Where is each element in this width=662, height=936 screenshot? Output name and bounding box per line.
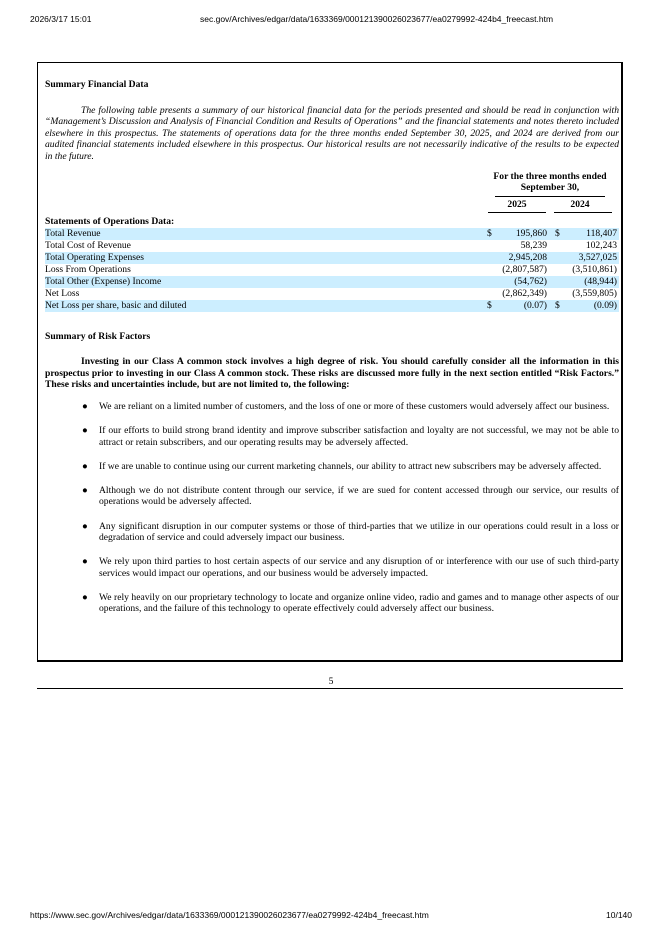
- year1-underline: [488, 212, 546, 213]
- bullet-icon: ●: [82, 484, 88, 496]
- list-item: [45, 461, 619, 473]
- list-item: [45, 425, 619, 448]
- statement-title: Statements of Operations Data:: [45, 215, 175, 227]
- bullet-icon: ●: [82, 520, 88, 532]
- bullet-icon: ●: [82, 591, 88, 603]
- footer-url: https://www.sec.gov/Archives/edgar/data/1633369/000121390026023677/ea0279992-424b4_freecast.htm: [30, 910, 429, 920]
- list-item: [45, 521, 619, 544]
- row-label: Loss From Operations: [45, 263, 131, 275]
- value-2024: (3,559,805): [572, 287, 617, 299]
- risk-text: We rely upon third parties to host certain aspects of our service and any disruption of or interference with our use of such third-party services would impact our operations, and our business would be adversely impacted.: [99, 556, 619, 579]
- value-2024: 118,407: [586, 227, 617, 239]
- year-2024-header: 2024: [570, 198, 590, 210]
- bullet-icon: ●: [82, 400, 88, 412]
- dollar-sign: $: [487, 299, 492, 311]
- value-2025: 195,860: [515, 227, 547, 239]
- row-label: Total Cost of Revenue: [45, 239, 131, 251]
- row-label: Net Loss: [45, 287, 80, 299]
- bullet-icon: ●: [82, 425, 88, 437]
- header-url: sec.gov/Archives/edgar/data/1633369/000121390026023677/ea0279992-424b4_freecast.htm: [200, 14, 554, 24]
- bullet-icon: ●: [82, 556, 88, 568]
- intro-paragraph: The following table presents a summary of our historical financial data for the periods presented and should be read in conjunction with “Management’s Discussion and Analysis of Financial Condition and Results of Operations” and the financial statements and notes thereto included elsewhere in this prospectus. The statements of operations data for the three months ended September 30, 2025, and 2024 are derived from our audited financial statements included elsewhere in this prospectus. Our historical results are not necessarily indicative of the results to be expected in the future.: [45, 104, 619, 162]
- table-row: [45, 228, 619, 240]
- table-row: [45, 300, 619, 312]
- page-count: 10/140: [606, 910, 632, 920]
- dollar-sign: $: [555, 227, 560, 239]
- value-2025: (2,807,587): [502, 263, 547, 275]
- table-row: [45, 252, 619, 264]
- table-rows: [45, 228, 619, 312]
- value-2024: (3,510,861): [572, 263, 617, 275]
- value-2025: 2,945,208: [508, 251, 547, 263]
- period-header-line1: For the three months ended: [493, 170, 607, 182]
- period-header: [485, 171, 615, 197]
- risk-text: We are reliant on a limited number of customers, and the loss of one or more of these customers would adversely affect our business.: [99, 400, 610, 412]
- row-label: Total Revenue: [45, 227, 101, 239]
- list-item: [45, 592, 619, 615]
- risk-text: If we are unable to continue using our current marketing channels, our ability to attract new subscribers may be adversely affected.: [99, 460, 602, 472]
- bullet-icon: ●: [82, 460, 88, 472]
- table-row: [45, 240, 619, 252]
- browser-footer: [30, 910, 632, 924]
- dollar-sign: $: [555, 299, 560, 311]
- value-2025: 58,239: [520, 239, 547, 251]
- table-row: [45, 288, 619, 300]
- page-number: 5: [328, 676, 334, 687]
- browser-header: [30, 14, 632, 28]
- value-2025: (54,762): [514, 275, 547, 287]
- financial-table: [45, 171, 619, 319]
- dollar-sign: $: [487, 227, 492, 239]
- risk-section-title: Summary of Risk Factors: [45, 330, 151, 342]
- value-2025: (2,862,349): [502, 287, 547, 299]
- risk-intro-paragraph: Investing in our Class A common stock involves a high degree of risk. You should carefully consider all the information in this prospectus prior to investing in our Class A common stock. These risks are discussed more fully in the next section entitled “Risk Factors.” These risks and uncertainties include, but are not limited to, the following:: [45, 356, 619, 391]
- value-2024: (48,944): [584, 275, 617, 287]
- list-item: [45, 556, 619, 579]
- table-row: [45, 264, 619, 276]
- section-title: Summary Financial Data: [45, 79, 149, 90]
- year-2025-header: 2025: [507, 198, 527, 210]
- risk-text: Although we do not distribute content through our service, if we are sued for content accessed through our service, our results of operations would be adversely affected.: [99, 484, 619, 508]
- risk-text: Any significant disruption in our computer systems or those of third-parties that we utilize in our operations could result in a loss or degradation of service and could adversely impact our business.: [99, 520, 619, 544]
- period-header-line2: September 30,: [520, 182, 580, 194]
- row-label: Net Loss per share, basic and diluted: [45, 299, 187, 311]
- table-row: [45, 276, 619, 288]
- row-label: Total Other (Expense) Income: [45, 275, 162, 287]
- value-2024: 102,243: [585, 239, 617, 251]
- risk-list: [45, 401, 619, 615]
- risk-text: If our efforts to build strong brand identity and improve subscriber satisfaction and loyalty are not successful, we may not be able to attract or retain subscribers, and our operating results may be adversely affected.: [99, 425, 619, 448]
- list-item: [45, 485, 619, 508]
- document-content: [45, 79, 619, 628]
- risk-text: We rely heavily on our proprietary technology to locate and organize online video, radio and games and to manage other aspects of our operations, and the failure of this technology to operate effectively could adversely affect our business.: [99, 591, 619, 615]
- page-divider: [37, 688, 623, 689]
- print-datetime: 2026/3/17 15:01: [30, 14, 92, 24]
- list-item: [45, 401, 619, 413]
- value-2024: 3,527,025: [578, 251, 617, 263]
- value-2025: (0.07): [523, 299, 547, 311]
- value-2024: (0.09): [593, 299, 617, 311]
- row-label: Total Operating Expenses: [45, 251, 144, 263]
- year2-underline: [554, 212, 612, 213]
- document-frame: [37, 62, 623, 662]
